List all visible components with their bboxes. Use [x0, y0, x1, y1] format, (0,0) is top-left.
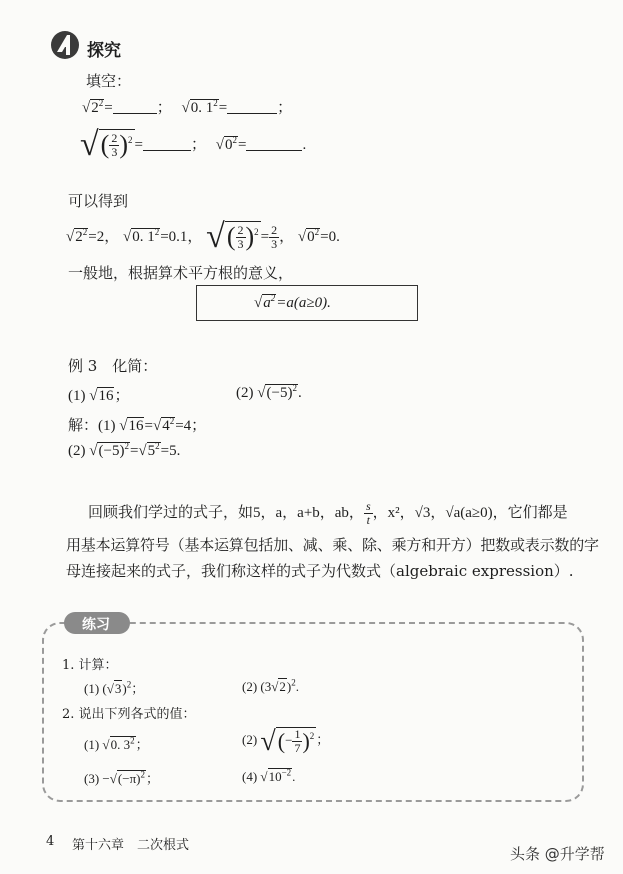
practice-q2-b: (2) √(− $\frac{1}{7}$ )$^2$ ； — [242, 726, 330, 757]
chapter-title: 第十六章 二次根式 — [72, 838, 190, 853]
result-intro: 可以得到 — [68, 192, 129, 210]
solution-2: (2) $√(-5)^2=√5^2=5$. — [68, 441, 181, 459]
result-equations: $√2^2=2$， √0. $1^2=0.1$， √( $\frac{2}{3}$ )$^2$ = $\frac{2}{3}$ ， $√0^2=0$. — [66, 218, 340, 255]
practice-q1-b: (2) $(3√2)^2$. — [242, 677, 299, 694]
example-problem-1: (1) √16； — [68, 388, 130, 404]
practice-q2: 2. 说出下列各式的值： — [62, 707, 196, 722]
explore-title: 探究 — [87, 41, 121, 61]
practice-q2-a: (1) √0. $3^2$； — [84, 735, 149, 752]
general-text: 一般地，根据算术平方根的意义， — [68, 264, 294, 282]
fill-line-2: √( $\frac{2}{3}$ )$^2$ = ； $√0^2=$ . — [80, 126, 307, 163]
solution-1: 解：(1) $√16=√4^2=4$； — [68, 416, 207, 434]
example-title: 例 3 化简： — [68, 357, 158, 375]
paragraph-line-3: 母连接起来的式子，我们称这样的式子为代数式（algebraic expression）. — [66, 562, 574, 580]
page-number: 4 — [46, 834, 55, 849]
practice-q2-c: $(3) -√(-\pi)^2$； — [84, 769, 159, 786]
paragraph-line-1: 回顾我们学过的式子，如5，a，a+b，ab， $\frac{s}{t}$ ，x²，√3，√a(a≥0)，它们都是 — [88, 499, 568, 527]
explore-icon — [50, 30, 80, 60]
blank[interactable] — [227, 113, 277, 114]
practice-q1-a: (1) $(√3)^2$； — [84, 679, 145, 696]
practice-title: 练习 — [82, 617, 110, 633]
blank[interactable] — [143, 150, 191, 151]
blank[interactable] — [113, 113, 157, 114]
fill-line-1: $√2^2=$ ； √0. $1^2=$ ； — [82, 98, 293, 116]
paragraph-line-2: 用基本运算符号（基本运算包括加、减、乘、除、乘方和开方）把数或表示数的字 — [66, 536, 599, 554]
practice-q1: 1. 计算： — [62, 658, 118, 673]
watermark: 头条 @升学帮 — [510, 845, 605, 863]
fill-prompt: 填空： — [86, 72, 132, 90]
example-problem-2: (2) $√(-5)^2$. — [236, 383, 302, 401]
formula: $√a^2=a(a\ge 0)$. — [254, 293, 331, 311]
blank[interactable] — [246, 150, 302, 151]
practice-q2-d: (4) $√10^{-2}$. — [242, 767, 296, 784]
